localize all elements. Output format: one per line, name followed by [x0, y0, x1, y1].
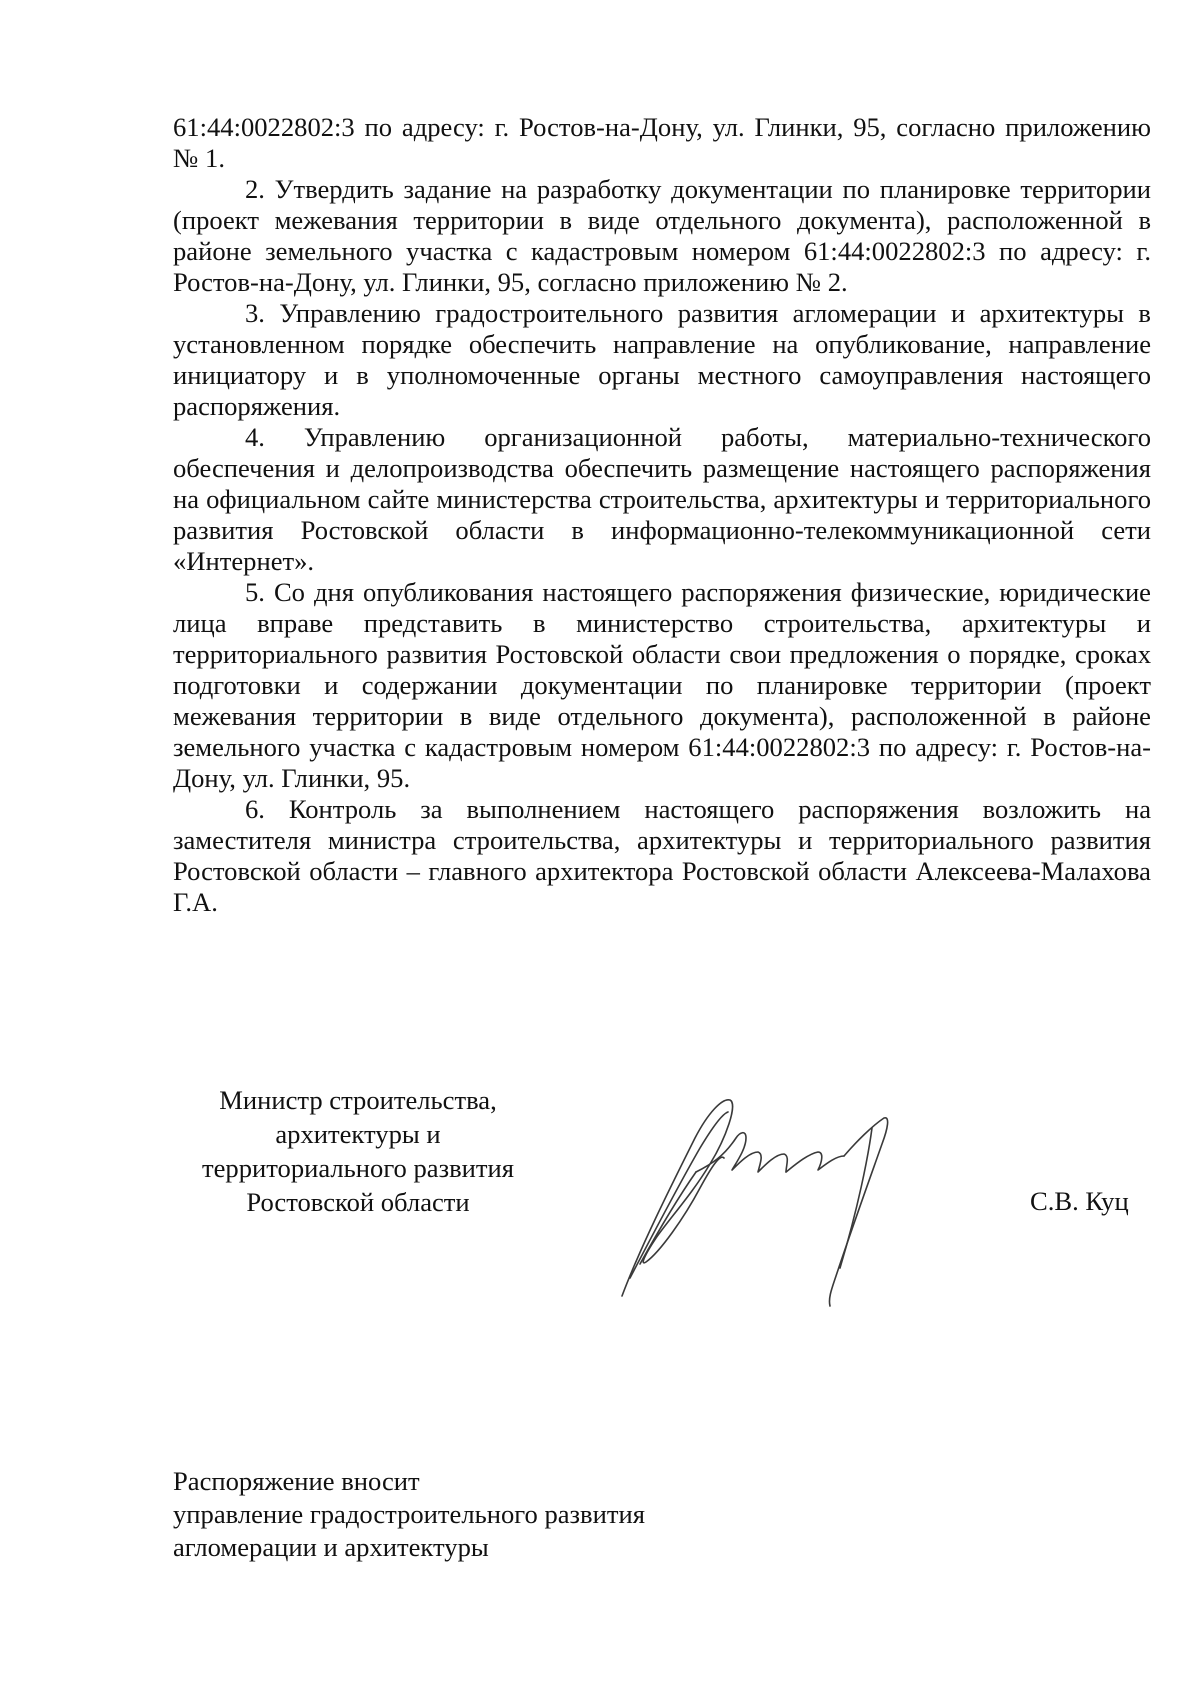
paragraph-item-5: 5. Со дня опубликования настоящего распоряжения физические, юридические лица вправе представить в министерство строительства, архитектуры и территориального развития Ростовской области свои предложения о порядке, сроках подготовки и содержании документации по планировке территории (проект межевания территории в виде отдельного документа), расположенной в районе земельного участка с кадастровым номером 61:44:0022802:3 по адресу: г. Ростов-на-Дону, ул. Глинки, 95. — [173, 577, 1151, 793]
signatory-title-line: архитектуры и — [275, 1119, 441, 1149]
signatory-name: С.В. Куц — [1030, 1186, 1129, 1216]
paragraph-item-6: 6. Контроль за выполнением настоящего распоряжения возложить на заместителя министра строительства, архитектуры и территориального развития Ростовской области – главного архитектора Ростовской области Алексеева-Малахова Г.А. — [173, 794, 1151, 917]
footer-line: управление градостроительного развития — [173, 1499, 645, 1529]
footer-line: Распоряжение вносит — [173, 1466, 420, 1496]
paragraph-item-4: 4. Управлению организационной работы, материально-технического обеспечения и делопроизводства обеспечить размещение настоящего распоряжения на официальном сайте министерства строительства, архитектуры и территориального развития Ростовской области в информационно-телекоммуникационной сети «Интернет». — [173, 422, 1151, 576]
document-footer — [173, 1465, 645, 1564]
signatory-title-line: Ростовской области — [246, 1187, 470, 1217]
signatory-title — [168, 1083, 548, 1219]
signatory-title-line: территориального развития — [202, 1153, 514, 1183]
paragraph-item-3: 3. Управлению градостроительного развития агломерации и архитектуры в установленном порядке обеспечить направление на опубликование, направление инициатору и в уполномоченные органы местного самоуправления настоящего распоряжения. — [173, 298, 1151, 421]
footer-line: агломерации и архитектуры — [173, 1532, 489, 1562]
document-body — [173, 112, 1151, 918]
paragraph-continuation: 61:44:0022802:3 по адресу: г. Ростов-на-Дону, ул. Глинки, 95, согласно приложению № 1. — [173, 112, 1151, 173]
paragraph-item-2: 2. Утвердить задание на разработку документации по планировке территории (проект межевания территории в виде отдельного документа), расположенной в районе земельного участка с кадастровым номером 61:44:0022802:3 по адресу: г. Ростов-на-Дону, ул. Глинки, 95, согласно приложению № 2. — [173, 174, 1151, 297]
handwritten-signature-icon — [600, 1068, 960, 1328]
signatory-title-line: Министр строительства, — [219, 1085, 497, 1115]
